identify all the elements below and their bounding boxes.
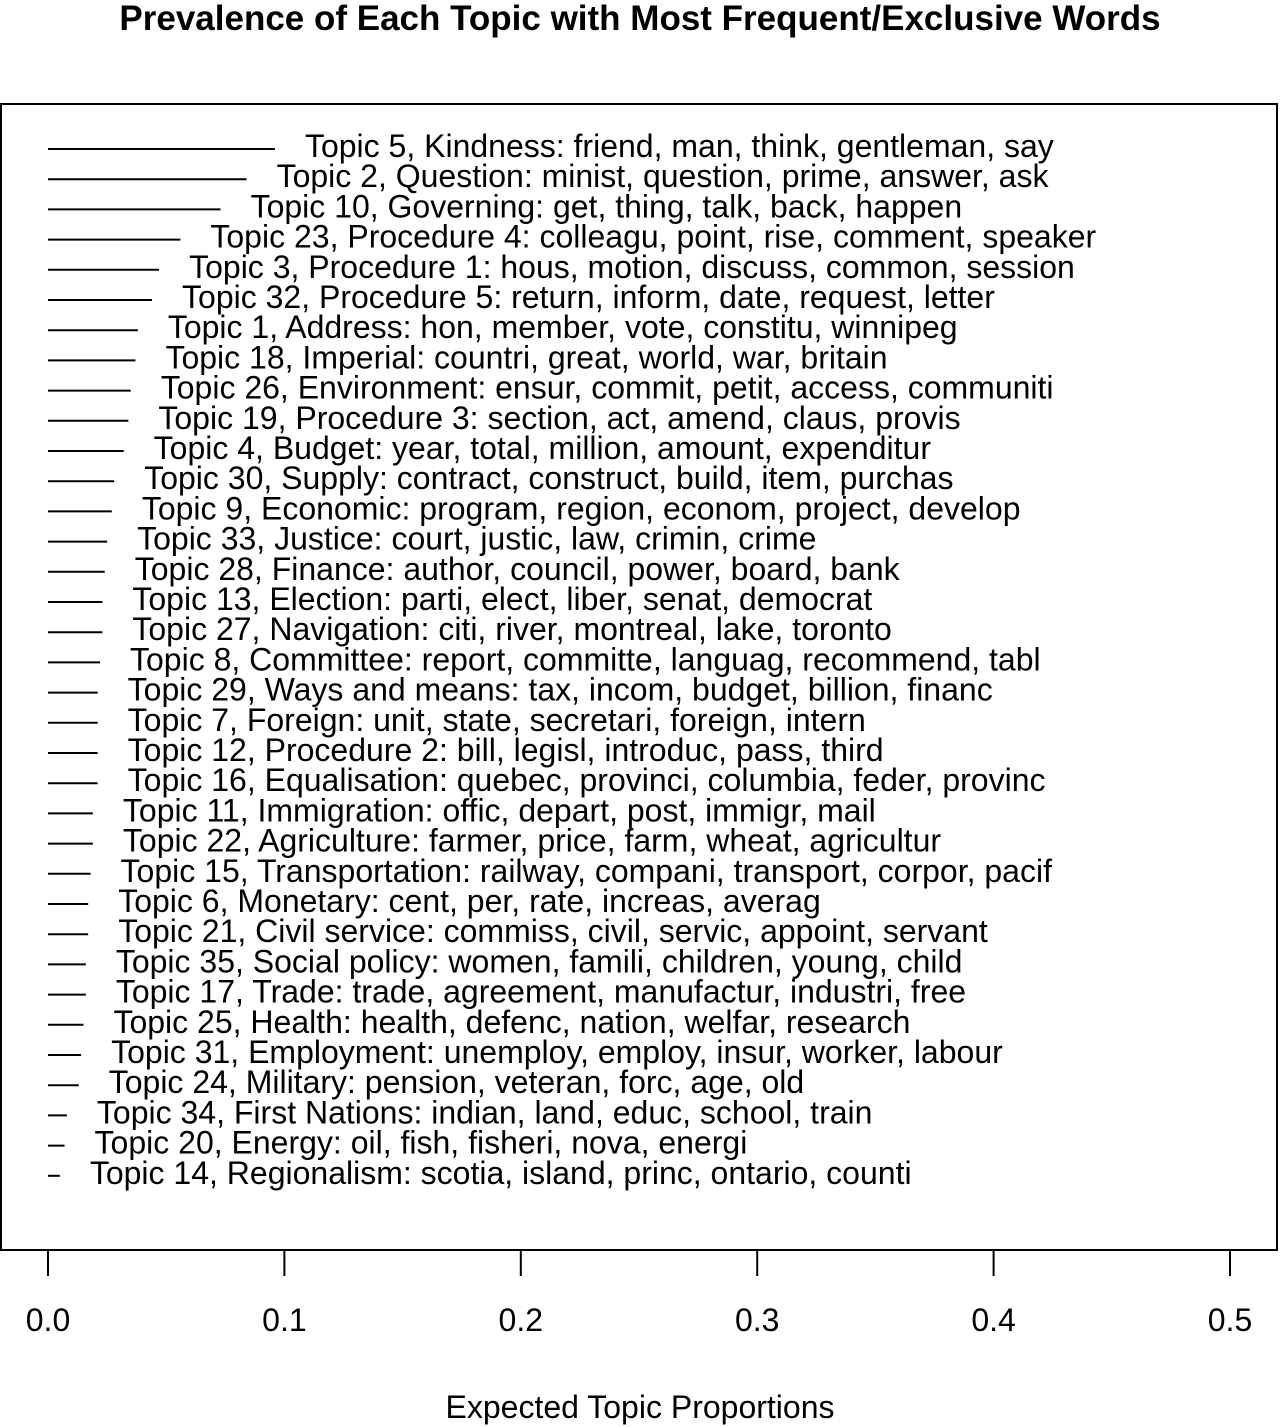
topic-label: Topic 19, Procedure 3: section, act, amend, claus, provis [158,399,961,436]
topic-label: Topic 35, Social policy: women, famili, children, young, child [115,943,963,980]
topic-label: Topic 18, Imperial: countri, great, world, war, britain [165,339,888,376]
topic-label: Topic 28, Finance: author, council, power, board, bank [134,550,900,587]
topic-row [48,1155,912,1191]
topic-label: Topic 21, Civil service: commiss, civil, servic, appoint, servant [118,913,988,950]
x-tick-label: 0.3 [734,1302,780,1338]
topic-label: Topic 23, Procedure 4: colleagu, point, rise, comment, speaker [210,218,1097,255]
x-tick-label: 0.5 [1207,1302,1253,1338]
topic-label: Topic 14, Regionalism: scotia, island, princ, ontario, counti [89,1154,912,1191]
topic-label: Topic 34, First Nations: indian, land, educ, school, train [96,1094,873,1131]
topic-label: Topic 5, Kindness: friend, man, think, gentleman, say [304,128,1054,164]
topic-label: Topic 13, Election: parti, elect, liber, senat, democrat [132,581,873,617]
topic-label: Topic 9, Economic: program, region, econom, project, develop [141,490,1021,527]
topic-label: Topic 7, Foreign: unit, state, secretari, foreign, intern [127,701,866,738]
x-axis-label: Expected Topic Proportions [445,1389,835,1425]
topic-label: Topic 32, Procedure 5: return, inform, date, request, letter [182,279,995,315]
topic-label: Topic 12, Procedure 2: bill, legisl, introduc, pass, third [127,732,884,768]
topic-label: Topic 30, Supply: contract, construct, build, item, purchas [144,460,954,497]
topic-label: Topic 26, Environment: ensur, commit, petit, access, communiti [160,369,1054,406]
topic-label: Topic 24, Military: pension, veteran, forc, age, old [108,1064,805,1101]
topic-label: Topic 1, Address: hon, member, vote, constitu, winnipeg [167,309,958,346]
topic-label: Topic 25, Health: health, defenc, nation, welfar, research [113,1003,911,1040]
topic-label: Topic 10, Governing: get, thing, talk, back, happen [250,188,963,225]
x-tick-label: 0.4 [971,1302,1016,1338]
topic-label: Topic 33, Justice: court, justic, law, crimin, crime [137,520,817,557]
topic-label: Topic 6, Monetary: cent, per, rate, increas, averag [118,883,821,919]
topic-label: Topic 2, Question: minist, question, prime, answer, ask [276,158,1049,195]
topic-label: Topic 17, Trade: trade, agreement, manufactur, industri, free [115,973,967,1010]
x-tick-label: 0.0 [25,1302,71,1338]
topic-label: Topic 16, Equalisation: quebec, provinci, columbia, feder, provinc [127,762,1046,799]
x-axis [26,1250,1252,1338]
topic-label: Topic 27, Navigation: citi, river, montreal, lake, toronto [132,611,892,648]
topic-label: Topic 31, Employment: unemploy, employ, insur, worker, labour [111,1034,1003,1070]
topic-label: Topic 8, Committee: report, committe, languag, recommend, tabl [130,641,1041,678]
topic-marks [48,128,1097,1191]
topic-label: Topic 20, Energy: oil, fish, fisheri, nova, energi [94,1124,748,1161]
topic-label: Topic 29, Ways and means: tax, incom, budget, billion, financ [127,671,993,708]
x-tick-label: 0.2 [498,1302,544,1338]
topic-label: Topic 3, Procedure 1: hous, motion, discuss, common, session [189,248,1075,285]
topic-label: Topic 11, Immigration: offic, depart, post, immigr, mail [122,792,876,829]
chart-title: Prevalence of Each Topic with Most Frequent/Exclusive Words [119,0,1161,38]
x-tick-label: 0.1 [262,1302,307,1338]
topic-label: Topic 4, Budget: year, total, million, amount, expenditur [153,430,931,466]
topic-label: Topic 22, Agriculture: farmer, price, farm, wheat, agricultur [122,822,942,859]
topic-label: Topic 15, Transportation: railway, compani, transport, corpor, pacif [120,852,1052,889]
